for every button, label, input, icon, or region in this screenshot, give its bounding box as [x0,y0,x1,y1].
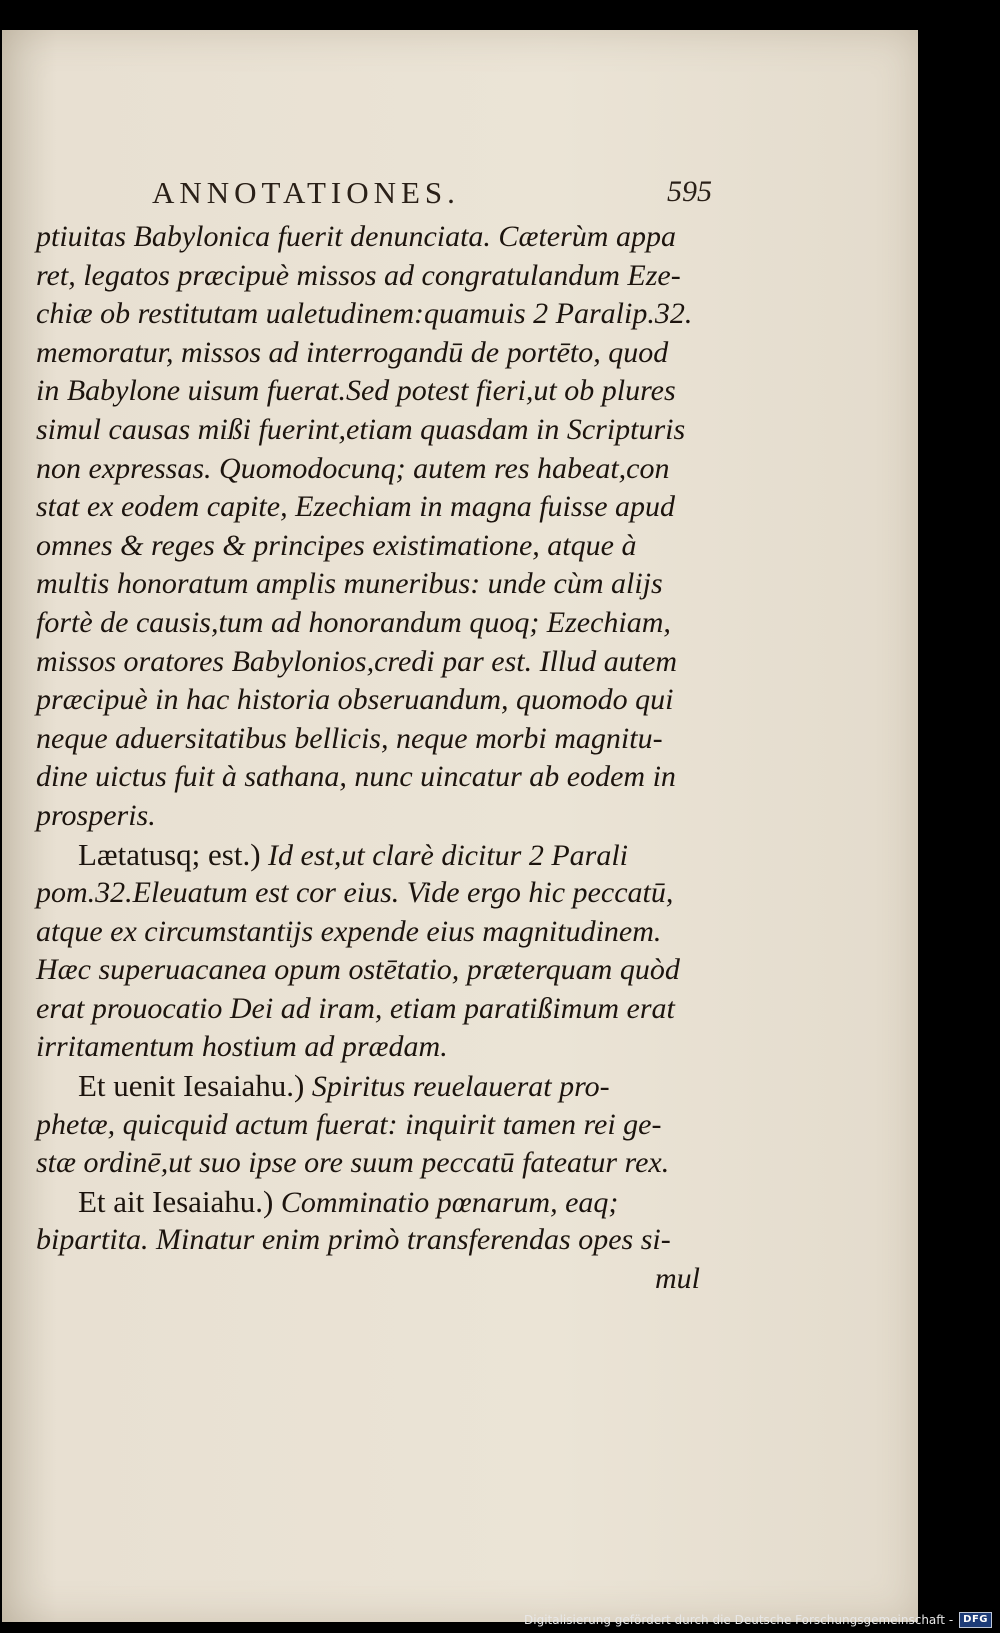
text-line [36,334,704,373]
text-line [36,1183,704,1222]
text-line [36,643,704,682]
text-line [36,913,704,952]
text-line [36,527,704,566]
line-text: memoratur, missos ad interrogandū de portēto, quod [36,335,669,369]
line-text: in Babylone uisum fuerat.Sed potest fieri,ut ob plures [36,374,676,408]
text-line [36,836,704,875]
line-text: stat ex eodem capite, Ezechiam in magna fuisse apud [36,490,676,524]
text-line [36,372,704,411]
line-text: chiæ ob restitutam ualetudinem:quamuis 2 Paralip.32. [36,297,693,331]
line-text: phetæ, quicquid actum fuerat: inquirit tamen rei ge- [36,1107,662,1141]
digitization-credit [524,1609,992,1631]
line-text: Hæc superuacanea opum ostētatio, præterquam quòd [36,953,680,987]
header-title: ANNOTATIONES. [152,175,460,210]
line-text: neque aduersitatibus bellicis, neque morbi magnitu- [36,721,663,755]
book-page [2,30,918,1622]
text-line [36,411,704,450]
text-line [36,797,704,836]
page-number: 595 [667,175,712,208]
line-text: bipartita. Minatur enim primò transferendas opes si- [36,1223,671,1257]
line-text: erat prouocatio Dei ad iram, etiam paratißimum erat [36,991,675,1025]
line-text: Comminatio pœnarum, eaq; [273,1185,619,1219]
lemma: Et uenit Iesaiahu.) [78,1068,305,1104]
lemma: Et ait Iesaiahu.) [78,1183,274,1219]
line-text: ret, legatos præcipuè missos ad congratulandum Eze- [36,258,681,292]
lemma: Lætatusq; est.) [78,836,261,872]
text-line [36,1144,704,1183]
text-line [36,218,704,257]
line-text: simul causas mißi fuerint,etiam quasdam in Scripturis [36,412,686,446]
line-text: Id est,ut clarè dicitur 2 Parali [260,838,629,872]
line-text: prosperis. [36,798,156,832]
text-line [36,1221,704,1260]
line-text: dine uictus fuit à sathana, nunc uincatur ab eodem in [36,760,676,794]
text-line [36,488,704,527]
line-text: fortè de causis,tum ad honorandum quoq; Ezechiam, [36,605,671,639]
text-line [36,295,704,334]
line-text: multis honoratum amplis muneribus: unde cùm alijs [36,567,663,601]
line-text: præcipuè in hac historia obseruandum, quomodo qui [36,683,674,717]
text-line [36,1067,704,1106]
line-text: mul [655,1262,700,1296]
text-line [36,565,704,604]
line-text: Spiritus reuelauerat pro- [304,1070,610,1104]
text-line [36,951,704,990]
text-line [36,990,704,1029]
dfg-logo: DFG [959,1612,992,1628]
text-line [36,758,704,797]
line-text: stæ ordinē,ut suo ipse ore suum peccatū fateatur rex. [36,1146,670,1180]
body-text [36,218,704,1299]
credit-text: Digitalisierung gefördert durch die Deutsche Forschungsgemeinschaft - [524,1613,954,1627]
text-line [36,1260,704,1299]
line-text: missos oratores Babylonios,credi par est. Illud autem [36,644,678,678]
line-text: pom.32.Eleuatum est cor eius. Vide ergo hic peccatū, [36,876,674,910]
line-text: non expressas. Quomodocunq; autem res habeat,con [36,451,670,485]
text-line [36,257,704,296]
text-line [36,604,704,643]
text-line [36,681,704,720]
text-line [36,720,704,759]
running-header [152,175,712,213]
line-text: irritamentum hostium ad prædam. [36,1030,448,1064]
text-line [36,1028,704,1067]
text-line [36,450,704,489]
text-line [36,874,704,913]
text-line [36,1106,704,1145]
line-text: omnes & reges & principes existimatione, atque à [36,528,637,562]
line-text: atque ex circumstantijs expende eius magnitudinem. [36,914,662,948]
line-text: ptiuitas Babylonica fuerit denunciata. Cæterùm appa [36,220,676,253]
